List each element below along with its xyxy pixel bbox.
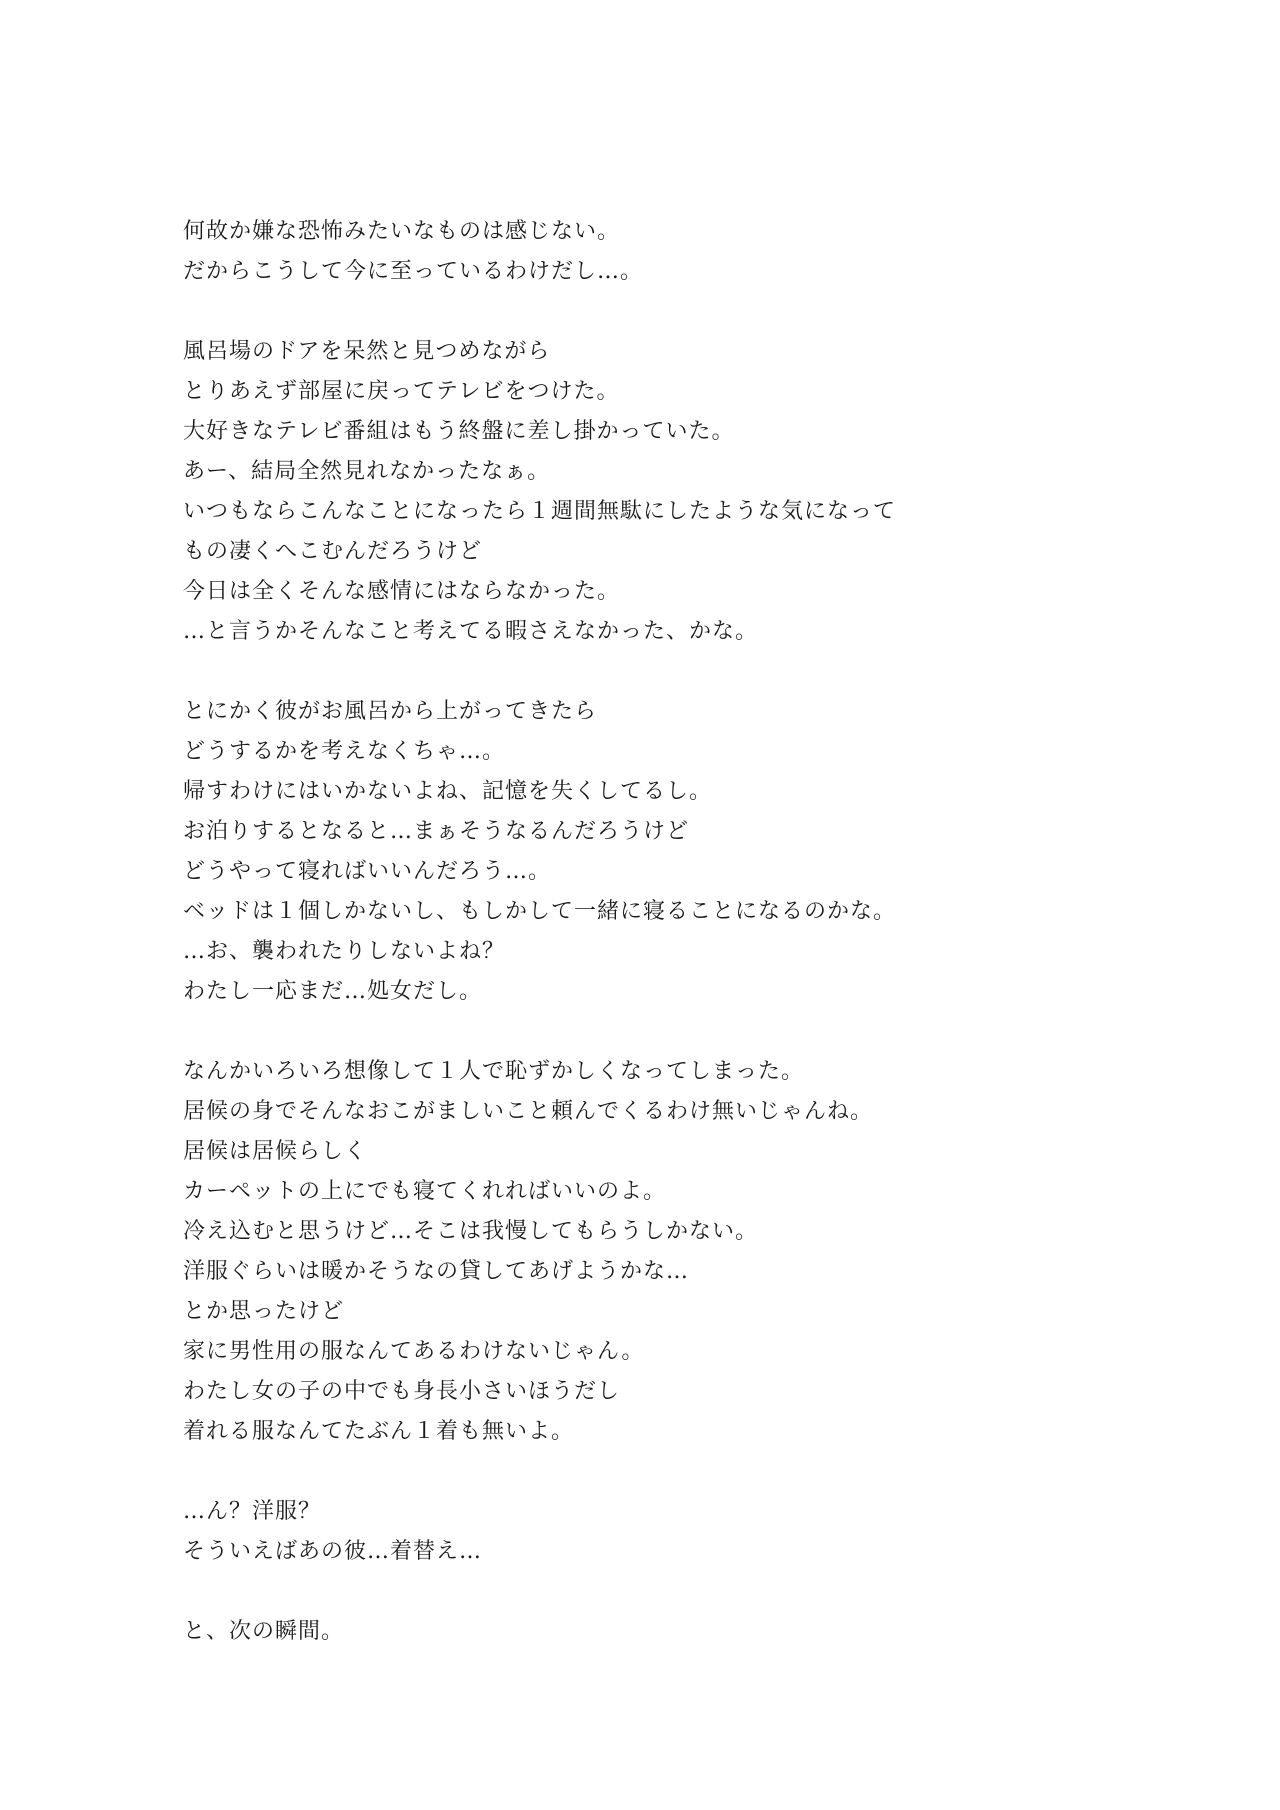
- text-line: …お、襲われたりしないよね？: [183, 939, 506, 964]
- text-line: とか思ったけど: [183, 1299, 345, 1324]
- body-text: [183, 212, 1183, 1652]
- text-line: もの凄くへこむんだろうけど: [183, 539, 483, 564]
- text-line: そういえばあの彼…着替え…: [183, 1539, 483, 1564]
- text-line: 大好きなテレビ番組はもう終盤に差し掛かっていた。: [183, 419, 735, 444]
- text-line: どうやって寝ればいいんだろう…。: [183, 859, 552, 884]
- text-line: お泊りするとなると…まぁそうなるんだろうけど: [183, 819, 690, 844]
- text-line: 家に男性用の服なんてあるわけないじゃん。: [183, 1339, 645, 1364]
- text-line: 今日は全くそんな感情にはならなかった。: [183, 579, 621, 604]
- paragraph-gap: [183, 292, 1183, 332]
- paragraph-gap: [183, 1572, 1183, 1612]
- text-line: なんかいろいろ想像して１人で恥ずかしくなってしまった。: [183, 1059, 805, 1084]
- text-line: とにかく彼がお風呂から上がってきたら: [183, 699, 598, 724]
- text-line: とりあえず部屋に戻ってテレビをつけた。: [183, 379, 620, 404]
- text-line: わたし女の子の中でも身長小さいほうだし: [183, 1379, 621, 1404]
- text-line: 帰すわけにはいかないよね、記憶を失くしてるし。: [183, 779, 713, 804]
- text-line: 居候の身でそんなおこがましいこと頼んでくるわけ無いじゃんね。: [183, 1099, 874, 1124]
- text-line: あー、結局全然見れなかったなぁ。: [183, 459, 551, 484]
- paragraph-gap: [183, 652, 1183, 692]
- text-line: 冷え込むと思うけど…そこは我慢してもらうしかない。: [183, 1219, 759, 1244]
- text-line: と、次の瞬間。: [183, 1619, 345, 1644]
- text-line: ベッドは１個しかないし、もしかして一緒に寝ることになるのかな。: [183, 899, 897, 924]
- text-line: 風呂場のドアを呆然と見つめながら: [183, 339, 551, 364]
- text-line: 何故か嫌な恐怖みたいなものは感じない。: [183, 219, 621, 244]
- text-line: いつもならこんなことになったら１週間無駄にしたような気になって: [183, 499, 897, 524]
- text-line: わたし一応まだ…処女だし。: [183, 979, 483, 1004]
- text-line: だからこうして今に至っているわけだし…。: [183, 259, 644, 284]
- text-line: 居候は居候らしく: [183, 1139, 368, 1164]
- paragraph-gap: [183, 1012, 1183, 1052]
- paragraph-gap: [183, 1452, 1183, 1492]
- text-line: 洋服ぐらいは暖かそうなの貸してあげようかな…: [183, 1259, 690, 1284]
- text-line: カーペットの上にでも寝てくれればいいのよ。: [183, 1179, 667, 1204]
- text-line: どうするかを考えなくちゃ…。: [183, 739, 506, 764]
- text-line: 着れる服なんてたぶん１着も無いよ。: [183, 1419, 575, 1444]
- text-line: …と言うかそんなこと考えてる暇さえなかった、かな。: [183, 619, 759, 644]
- text-line: …ん？洋服？: [183, 1499, 322, 1524]
